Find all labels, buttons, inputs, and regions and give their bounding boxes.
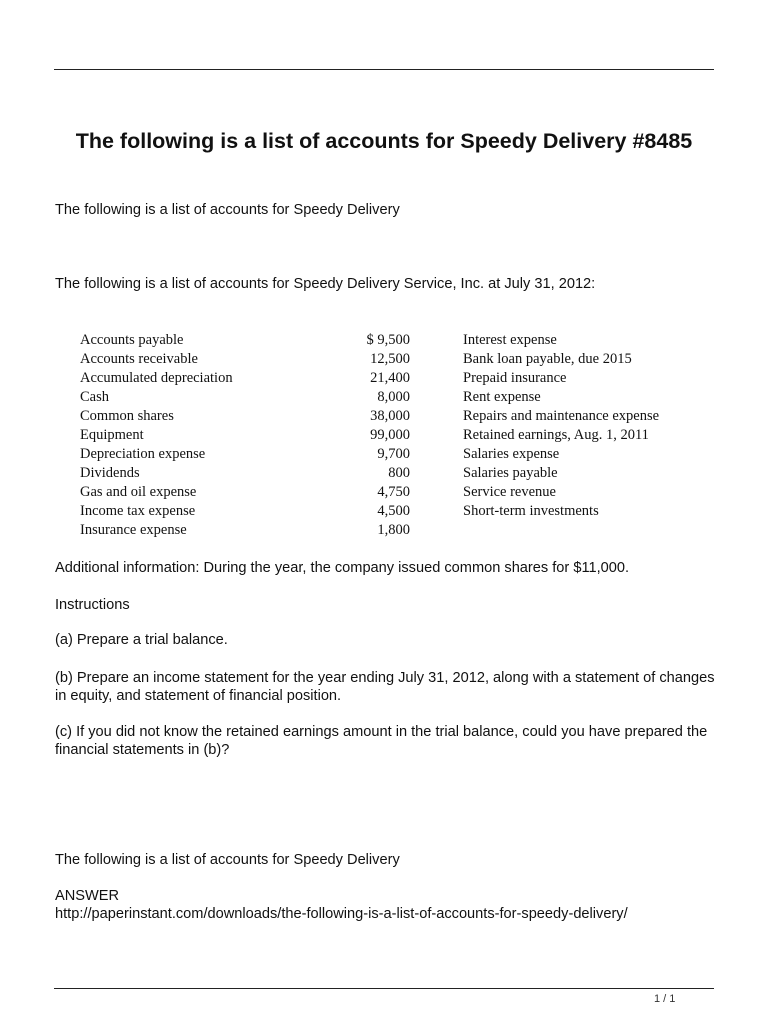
account-name: Accumulated depreciation (80, 370, 233, 386)
accounts-list (80, 331, 700, 540)
account-amount: 4,500 (377, 503, 410, 519)
account-name: Equipment (80, 427, 144, 443)
answer-label: ANSWER (55, 888, 120, 904)
account-amount: 12,500 (370, 351, 410, 367)
account-row (80, 388, 700, 407)
account-name: Accounts receivable (80, 351, 198, 367)
instruction-a: (a) Prepare a trial balance. (55, 632, 228, 648)
document-title: The following is a list of accounts for Speedy Delivery #8485 (75, 129, 693, 153)
account-name: Accounts payable (80, 332, 184, 348)
account-name: Common shares (80, 408, 174, 424)
footer-divider (54, 988, 714, 989)
account-row (80, 350, 700, 369)
account-name-right: Interest expense (463, 332, 557, 348)
account-amount: 800 (388, 465, 410, 481)
page-number: 1 / 1 (654, 993, 676, 1005)
account-row (80, 331, 700, 350)
intro-line: The following is a list of accounts for Speedy Delivery (55, 202, 400, 218)
account-name-right: Service revenue (463, 484, 556, 500)
account-row (80, 464, 700, 483)
account-row (80, 521, 700, 540)
account-amount: 99,000 (370, 427, 410, 443)
instruction-c: (c) If you did not know the retained earnings amount in the trial balance, could you have prepared the financial statements in (b)? (55, 724, 708, 758)
account-name: Income tax expense (80, 503, 196, 519)
additional-info: Additional information: During the year, the company issued common shares for $11,000. (55, 560, 630, 576)
account-row (80, 483, 700, 502)
account-row (80, 407, 700, 426)
account-name: Cash (80, 389, 109, 405)
account-name-right: Salaries expense (463, 446, 560, 462)
closing-line: The following is a list of accounts for Speedy Delivery (55, 852, 400, 868)
answer-link[interactable]: http://paperinstant.com/downloads/the-following-is-a-list-of-accounts-for-speedy-delivery/ (55, 906, 628, 922)
instructions-heading: Instructions (55, 597, 130, 613)
account-amount: 38,000 (370, 408, 410, 424)
account-amount: $ 9,500 (366, 332, 410, 348)
account-amount: 21,400 (370, 370, 410, 386)
account-name-right: Rent expense (463, 389, 541, 405)
account-amount: 8,000 (377, 389, 410, 405)
account-row (80, 426, 700, 445)
account-row (80, 369, 700, 388)
account-name-right: Repairs and maintenance expense (463, 408, 660, 424)
account-name: Depreciation expense (80, 446, 206, 462)
account-name-right: Bank loan payable, due 2015 (463, 351, 632, 367)
account-name-right: Short-term investments (463, 503, 599, 519)
account-name-right: Prepaid insurance (463, 370, 567, 386)
account-name-right: Retained earnings, Aug. 1, 2011 (463, 427, 649, 443)
account-amount: 9,700 (377, 446, 410, 462)
account-name: Gas and oil expense (80, 484, 197, 500)
account-row (80, 502, 700, 521)
account-name: Insurance expense (80, 522, 187, 538)
account-name-right: Salaries payable (463, 465, 558, 481)
instruction-b: (b) Prepare an income statement for the year ending July 31, 2012, along with a statement of changes in equity, and statement of financial position. (55, 670, 715, 704)
header-divider (54, 69, 714, 70)
account-row (80, 445, 700, 464)
account-amount: 1,800 (377, 522, 410, 538)
list-intro: The following is a list of accounts for Speedy Delivery Service, Inc. at July 31, 2012: (55, 276, 596, 292)
account-amount: 4,750 (377, 484, 410, 500)
account-name: Dividends (80, 465, 140, 481)
